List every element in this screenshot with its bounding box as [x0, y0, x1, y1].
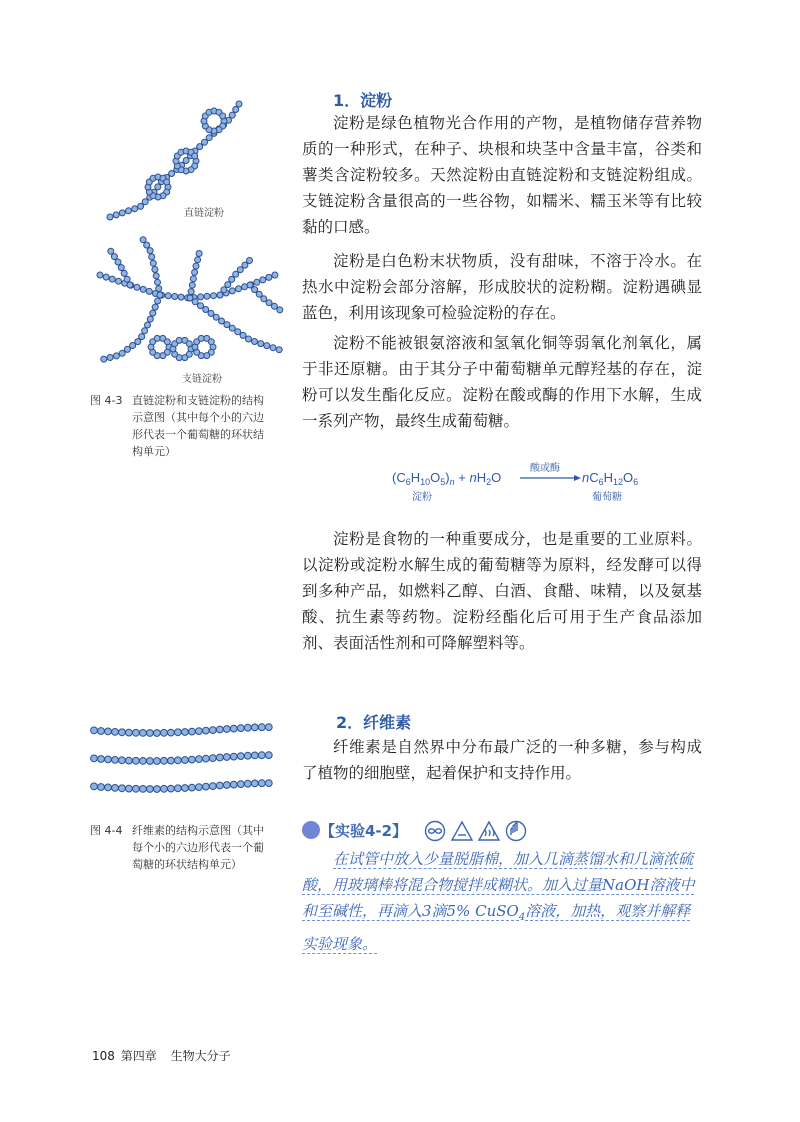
- glucose-unit: [261, 296, 267, 302]
- glucose-unit: [127, 282, 133, 288]
- glucose-unit: [196, 784, 203, 791]
- glucose-unit: [175, 729, 182, 736]
- figure-caption-text: 纤维素的结构示意图（其中每个小的六边形代表一个葡萄糖的环状结构单元）: [132, 824, 264, 871]
- hand-wash-icon: [507, 822, 526, 841]
- glucose-unit: [140, 286, 146, 292]
- glucose-unit: [156, 286, 162, 292]
- glucose-unit: [229, 288, 235, 294]
- glucose-unit: [133, 757, 140, 764]
- glucose-unit: [198, 303, 204, 309]
- glucose-unit: [134, 284, 140, 290]
- glucose-unit: [196, 251, 202, 257]
- glucose-unit: [224, 322, 230, 328]
- glucose-unit: [91, 755, 98, 762]
- glucose-unit: [235, 329, 241, 335]
- glucose-unit: [272, 272, 278, 278]
- glucose-unit: [98, 784, 105, 791]
- glucose-unit: [130, 343, 136, 349]
- glucose-unit: [168, 729, 175, 736]
- glucose-unit: [91, 727, 98, 734]
- glucose-unit: [152, 304, 158, 310]
- glucose-unit: [182, 729, 189, 736]
- glucose-unit: [229, 112, 235, 118]
- glucose-unit: [119, 785, 126, 792]
- figure-number: 图 4-4: [90, 824, 123, 837]
- glucose-unit: [258, 780, 265, 787]
- glucose-unit: [146, 288, 152, 294]
- glucose-unit: [186, 341, 192, 347]
- paragraph: 纤维素是自然界中分布最广泛的一种多糖，参与构成了植物的细胞壁，起着保护和支持作用。: [302, 738, 702, 782]
- glucose-unit: [147, 248, 153, 254]
- glucose-unit: [116, 278, 122, 284]
- page-number: 108: [92, 1049, 115, 1063]
- glucose-unit: [203, 727, 210, 734]
- glucose-unit: [233, 107, 239, 113]
- label-amylopectin: 支链淀粉: [182, 374, 222, 385]
- glucose-unit: [189, 728, 196, 735]
- glucose-unit: [165, 293, 171, 299]
- glucose-unit: [182, 757, 189, 764]
- glucose-unit: [145, 322, 151, 328]
- glucose-unit: [240, 332, 246, 338]
- glucose-unit: [119, 350, 125, 356]
- glucose-unit: [189, 282, 195, 288]
- glucose-unit: [112, 785, 119, 792]
- glucose-unit: [140, 758, 147, 765]
- glucose-unit: [178, 294, 184, 300]
- glucose-unit: [150, 310, 156, 316]
- glucose-unit: [119, 757, 126, 764]
- glucose-unit: [266, 274, 272, 280]
- glucose-unit: [211, 293, 217, 299]
- glucose-unit: [246, 336, 252, 342]
- starch-beads-svg: [90, 85, 290, 385]
- glucose-unit: [192, 153, 198, 159]
- glucose-unit: [229, 276, 235, 282]
- glucose-unit: [236, 286, 242, 292]
- glucose-unit: [107, 214, 113, 220]
- glucose-unit: [98, 728, 105, 735]
- label-amylose: 直链淀粉: [184, 208, 224, 219]
- glucose-unit: [209, 755, 216, 762]
- glucose-unit: [230, 725, 237, 732]
- glucose-unit: [105, 784, 112, 791]
- glucose-unit: [119, 210, 125, 216]
- glucose-unit: [196, 728, 203, 735]
- glucose-unit: [126, 757, 133, 764]
- glucose-unit: [142, 199, 148, 205]
- glucose-unit: [147, 316, 153, 322]
- glucose-unit: [133, 729, 140, 736]
- glucose-unit: [150, 260, 156, 266]
- glucose-unit: [161, 757, 168, 764]
- cellulose-beads-svg: [88, 710, 278, 805]
- paragraph: 淀粉是绿色植物光合作用的产物，是植物储存营养物质的一种形式，在种子、块根和块茎中含量丰富，谷类和薯类含淀粉较多。天然淀粉由直链淀粉和支链淀粉组成。支链淀粉含量很高的一些谷物，如糯米、糯玉米等有比较黏的口感。: [302, 114, 702, 236]
- glucose-unit: [252, 339, 258, 345]
- glucose-unit: [265, 724, 272, 731]
- glucose-unit: [147, 786, 154, 793]
- glucose-unit: [209, 783, 216, 790]
- glucose-unit: [155, 298, 161, 304]
- glucose-unit: [216, 754, 223, 761]
- glucose-unit: [135, 339, 141, 345]
- glucose-unit: [112, 729, 119, 736]
- chapter-title: 生物大分子: [170, 1049, 231, 1063]
- glucose-unit: [126, 785, 133, 792]
- glucose-unit: [219, 318, 225, 324]
- glucose-unit: [140, 786, 147, 793]
- glucose-unit: [271, 303, 277, 309]
- glucose-unit: [189, 784, 196, 791]
- glucose-unit: [154, 758, 161, 765]
- glucose-unit: [164, 179, 170, 185]
- glucose-unit: [276, 347, 282, 353]
- glucose-unit: [147, 730, 154, 737]
- glucose-unit: [105, 756, 112, 763]
- glucose-unit: [244, 780, 251, 787]
- glucose-unit: [155, 184, 161, 190]
- glucose-unit: [244, 752, 251, 759]
- glucose-unit: [196, 756, 203, 763]
- glucose-unit: [237, 781, 244, 788]
- glucose-unit: [107, 355, 113, 361]
- figure-cellulose-structure: [88, 710, 278, 805]
- glucose-unit: [258, 752, 265, 759]
- glucose-unit: [192, 269, 198, 275]
- hot-surface-icon: [479, 822, 499, 840]
- hydrolysis-equation: [392, 460, 652, 506]
- figure-caption-text: 直链淀粉和支链淀粉的结构示意图（其中每个小的六边形代表一个葡萄糖的环状结构单元）: [132, 394, 264, 458]
- glucose-unit: [213, 314, 219, 320]
- glucose-unit: [126, 729, 133, 736]
- experiment-text-sub: 4: [518, 912, 526, 923]
- glucose-unit: [216, 782, 223, 789]
- glucose-unit: [251, 752, 258, 759]
- paragraph: 淀粉是白色粉末状物质，没有甜味，不溶于冷水。在热水中淀粉会部分溶解，形成胶状的淀粉糊。淀粉遇碘显蓝色，利用该现象可检验淀粉的存在。: [302, 252, 702, 322]
- glucose-unit: [172, 294, 178, 300]
- section-heading-starch: 1．淀粉: [333, 91, 393, 110]
- glucose-unit: [252, 287, 258, 293]
- glucose-unit: [217, 292, 223, 298]
- glucose-unit: [270, 345, 276, 351]
- glucose-unit: [220, 113, 226, 119]
- experiment-text-b: 溶液，加热，观察并解释实验现象。: [302, 902, 691, 953]
- glucose-unit: [121, 270, 127, 276]
- glucose-unit: [208, 310, 214, 316]
- glucose-unit: [260, 277, 266, 283]
- glucose-unit: [256, 291, 262, 297]
- glucose-unit: [153, 273, 159, 279]
- glucose-unit: [195, 257, 201, 263]
- experiment-text-a: 在试管中放入少量脱脂棉，加入几滴蒸馏水和几滴浓硫酸，用玻璃棒将混合物搅拌成糊状。加入过量NaOH溶液中和至碱性，再滴入3滴5% CuSO: [302, 850, 695, 920]
- glucose-unit: [182, 785, 189, 792]
- glucose-unit: [265, 780, 272, 787]
- equation-condition: 酸或酶: [530, 463, 560, 474]
- glucose-unit: [237, 753, 244, 760]
- glucose-unit: [175, 785, 182, 792]
- glucose-unit: [229, 325, 235, 331]
- glucose-unit: [140, 730, 147, 737]
- goggles-icon: [426, 822, 445, 841]
- glucose-unit: [132, 206, 138, 212]
- section-heading-cellulose: 2．纤维素: [336, 713, 412, 732]
- glucose-unit: [204, 293, 210, 299]
- glucose-unit: [188, 289, 194, 295]
- glucose-unit: [258, 724, 265, 731]
- glucose-unit: [91, 783, 98, 790]
- glucose-unit: [115, 259, 121, 265]
- glucose-unit: [175, 757, 182, 764]
- experiment-header: [302, 818, 602, 844]
- glucose-unit: [101, 356, 107, 362]
- glucose-unit: [161, 785, 168, 792]
- equation-product-label: 葡萄糖: [592, 492, 622, 503]
- glucose-unit: [198, 294, 204, 300]
- glucose-unit: [157, 292, 163, 298]
- glucose-unit: [216, 726, 223, 733]
- figure-starch-structures: [90, 85, 290, 385]
- glucose-unit: [209, 727, 216, 734]
- glucose-unit: [190, 276, 196, 282]
- glucose-unit: [161, 729, 168, 736]
- glucose-unit: [164, 339, 170, 345]
- paragraph: 淀粉是食物的一种重要成分，也是重要的工业原料。以淀粉或淀粉水解生成的葡萄糖等为原料，经发酵可以得到多种产品，如燃料乙醇、白酒、食醋、味精，以及氨基酸、抗生素等药物。淀粉经酯化后可用于生产食品添加剂、表面活性剂和可降解塑料等。: [302, 530, 702, 652]
- figure-number: 图 4-3: [90, 394, 123, 407]
- glucose-unit: [254, 279, 260, 285]
- experiment-title: 【实验4-2】: [320, 822, 408, 840]
- glucose-unit: [154, 786, 161, 793]
- glucose-unit: [223, 782, 230, 789]
- glucose-unit: [144, 242, 150, 248]
- glucose-unit: [230, 781, 237, 788]
- glucose-unit: [230, 753, 237, 760]
- glucose-unit: [225, 282, 231, 288]
- svg-text:(C6H10O5)n + nH2O: $(C_6H_{10}O_5)_n + nH_2O$: [392, 470, 502, 487]
- glucose-unit: [169, 171, 175, 177]
- glucose-unit: [98, 756, 105, 763]
- glucose-unit: [202, 139, 208, 145]
- glucose-unit: [168, 757, 175, 764]
- glucose-unit: [233, 271, 239, 277]
- figure-caption: [90, 392, 280, 472]
- glucose-unit: [277, 307, 283, 313]
- experiment-instructions: [302, 846, 702, 957]
- experiment-dot-icon: [302, 821, 320, 839]
- glucose-unit: [105, 728, 112, 735]
- glucose-unit: [192, 299, 198, 305]
- hazard-corrosive-icon: [452, 822, 472, 840]
- glucose-unit: [265, 752, 272, 759]
- glucose-unit: [124, 276, 130, 282]
- glucose-unit: [109, 276, 115, 282]
- glucose-unit: [154, 730, 161, 737]
- glucose-unit: [244, 724, 251, 731]
- chapter-number: 第四章: [120, 1049, 157, 1063]
- glucose-unit: [126, 208, 132, 214]
- safety-icons: [424, 820, 534, 842]
- glucose-unit: [264, 343, 270, 349]
- svg-text:nC6H12O6: $nC_6H_{12}O_6$: [582, 470, 639, 487]
- figure-caption: [90, 822, 280, 882]
- glucose-unit: [113, 353, 119, 359]
- glucose-unit: [203, 307, 209, 313]
- glucose-unit: [138, 203, 144, 209]
- glucose-unit: [113, 212, 119, 218]
- equation-reactant-label: 淀粉: [412, 492, 432, 503]
- glucose-unit: [140, 237, 146, 243]
- glucose-unit: [187, 295, 193, 301]
- glucose-unit: [108, 248, 114, 254]
- paragraph: 淀粉不能被银氨溶液和氢氧化铜等弱氧化剂氧化，属于非还原糖。由于其分子中葡萄糖单元醇羟基的存在，淀粉可以发生酯化反应。淀粉在酸或酶的作用下水解，生成一系列产物，最终生成葡萄糖。: [302, 334, 702, 430]
- glucose-unit: [223, 726, 230, 733]
- glucose-unit: [251, 724, 258, 731]
- glucose-unit: [251, 780, 258, 787]
- glucose-unit: [97, 272, 103, 278]
- glucose-unit: [237, 725, 244, 732]
- glucose-unit: [258, 341, 264, 347]
- glucose-unit: [155, 279, 161, 285]
- glucose-unit: [147, 758, 154, 765]
- glucose-unit: [149, 254, 155, 260]
- glucose-unit: [119, 729, 126, 736]
- glucose-unit: [197, 144, 203, 150]
- glucose-unit: [103, 274, 109, 280]
- glucose-unit: [189, 756, 196, 763]
- glucose-unit: [193, 263, 199, 269]
- glucose-unit: [111, 254, 117, 260]
- glucose-unit: [203, 755, 210, 762]
- glucose-unit: [124, 346, 130, 352]
- glucose-unit: [133, 785, 140, 792]
- glucose-unit: [208, 339, 214, 345]
- glucose-unit: [203, 783, 210, 790]
- glucose-unit: [247, 282, 253, 288]
- glucose-unit: [266, 300, 272, 306]
- glucose-unit: [112, 757, 119, 764]
- glucose-unit: [237, 267, 243, 273]
- glucose-unit: [242, 262, 248, 268]
- glucose-unit: [247, 258, 253, 264]
- glucose-unit: [236, 101, 242, 107]
- glucose-unit: [223, 754, 230, 761]
- glucose-unit: [168, 785, 175, 792]
- glucose-unit: [142, 328, 148, 334]
- page-footer: [92, 1047, 231, 1064]
- glucose-unit: [221, 287, 227, 293]
- glucose-unit: [152, 267, 158, 273]
- glucose-unit: [118, 265, 124, 271]
